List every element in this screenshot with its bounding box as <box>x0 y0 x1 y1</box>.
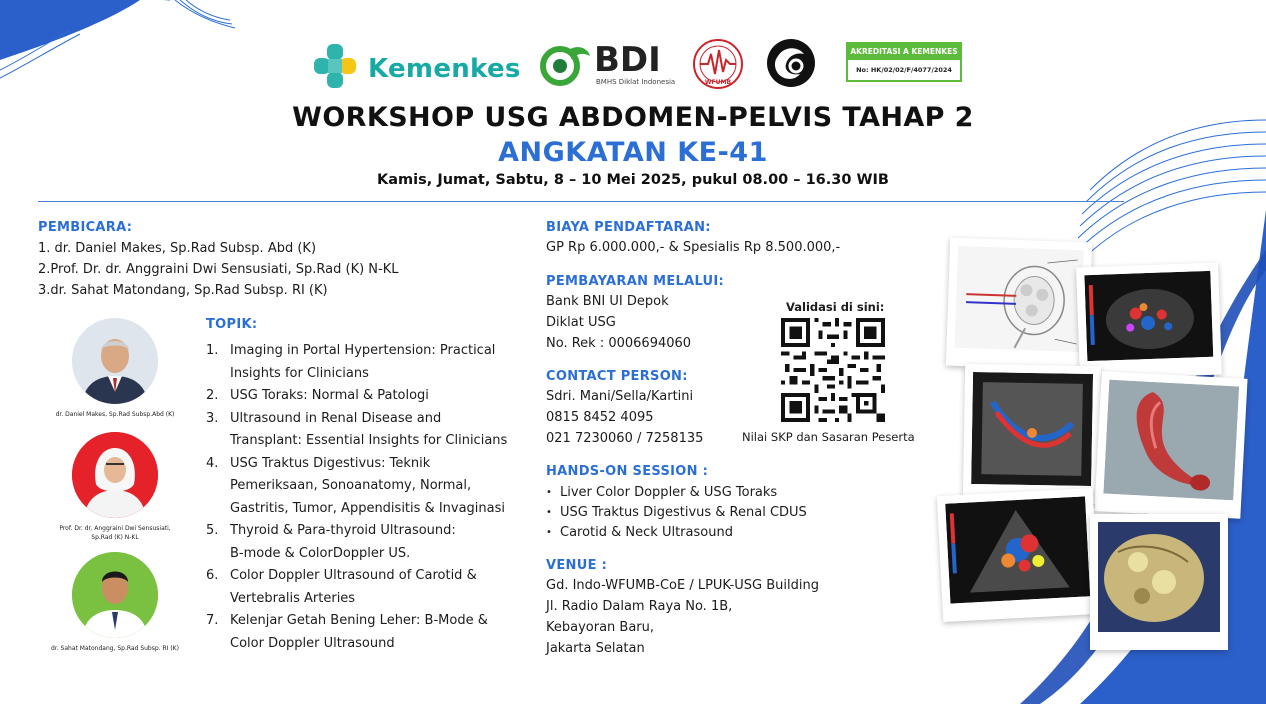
seal-logo <box>766 38 816 88</box>
contact-phone-2: 021 7230060 / 7258135 <box>546 431 704 446</box>
specimen-photo-icon <box>1098 522 1220 632</box>
wfumb-logo-text: WFUMB <box>704 79 732 86</box>
person-avatar-icon <box>72 318 158 404</box>
fee-section <box>546 220 840 258</box>
payment-heading: PEMBAYARAN MELALUI: <box>546 274 725 289</box>
topic-line: Kelenjar Getah Bening Leher: B-Mode & <box>230 613 488 628</box>
venue-line: Kebayoran Baru, <box>546 620 655 635</box>
kemenkes-logo-text: Kemenkes <box>368 54 521 84</box>
topic-line: USG Toraks: Normal & Patologi <box>230 388 429 403</box>
accreditation-title: AKREDITASI A KEMENKES <box>848 44 960 60</box>
hands-on-section <box>546 464 807 543</box>
topic-line: B-mode & ColorDoppler US. <box>230 545 411 561</box>
speaker-item-1: 1. dr. Daniel Makes, Sp.Rad Subsp. Abd (K) <box>38 241 317 256</box>
venue-line: Jl. Radio Dalam Raya No. 1B, <box>546 599 733 614</box>
seal-logo-icon <box>766 38 816 88</box>
qr-title: Validasi di sini: <box>786 300 885 314</box>
payment-bank: Bank BNI UI Depok <box>546 294 669 309</box>
header-divider <box>38 201 1124 202</box>
hands-on-heading: HANDS-ON SESSION : <box>546 464 709 479</box>
speaker-item-3: 3.dr. Sahat Matondang, Sp.Rad Subsp. RI (K) <box>38 283 328 298</box>
topic-number: 7. <box>206 613 219 628</box>
speaker-caption-2b: Sp.Rad (K) N-KL <box>91 534 139 541</box>
contact-section <box>546 369 703 449</box>
speakers-section <box>38 220 399 301</box>
topic-line: Gastritis, Tumor, Appendisitis & Invaginasi <box>230 500 505 516</box>
image-color-doppler-2 <box>963 364 1101 504</box>
topic-item <box>206 520 526 565</box>
topic-item <box>206 340 526 385</box>
event-date: Kamis, Jumat, Sabtu, 8 – 10 Mei 2025, pukul 08.00 – 16.30 WIB <box>377 172 889 188</box>
topic-number: 5. <box>206 523 219 538</box>
topic-item <box>206 408 526 453</box>
topic-line: USG Traktus Digestivus: Teknik <box>230 455 431 471</box>
bdi-logo-icon <box>538 42 590 86</box>
speaker-item-2: 2.Prof. Dr. dr. Anggraini Dwi Sensusiati, Sp.Rad (K) N-KL <box>38 262 399 277</box>
specimen-photo-icon <box>1103 380 1239 501</box>
topic-item <box>206 565 526 610</box>
image-kidney-diagram <box>946 238 1092 371</box>
topic-item <box>206 385 526 408</box>
payment-account-number: No. Rek : 0006694060 <box>546 336 692 351</box>
speaker-photo-1 <box>72 318 158 404</box>
venue-heading: VENUE : <box>546 558 608 573</box>
speaker-caption-3: dr. Sahat Matondang, Sp.Rad Subsp. RI (K) <box>51 645 179 652</box>
wave-top-left-decoration <box>0 0 240 90</box>
person-avatar-icon <box>72 552 158 638</box>
bdi-logo-text: BDI <box>594 40 661 80</box>
kemenkes-logo-icon <box>312 42 358 90</box>
accreditation-badge <box>846 42 962 82</box>
topic-number: 3. <box>206 410 219 426</box>
topic-line: Insights for Clinicians <box>230 365 369 381</box>
ultrasound-doppler-icon <box>945 496 1090 603</box>
hands-on-item: • Carotid & Neck Ultrasound <box>546 523 807 543</box>
topics-section <box>206 317 526 655</box>
venue-line: Gd. Indo-WFUMB-CoE / LPUK-USG Building <box>546 578 819 593</box>
bdi-logo-subtext: BMHS Diklat Indonesia <box>596 78 676 86</box>
topic-item <box>206 610 526 655</box>
kemenkes-logo <box>312 42 521 90</box>
image-intestine-specimen <box>1094 371 1247 518</box>
topic-number: 4. <box>206 455 219 471</box>
image-color-doppler-3 <box>937 488 1099 622</box>
accreditation-number: No: HK/02/02/F/4077/2024 <box>856 66 952 74</box>
image-color-doppler-1 <box>1076 263 1222 380</box>
topic-line: Transplant: Essential Insights for Clinicians <box>230 433 508 448</box>
speakers-heading: PEMBICARA: <box>38 220 133 235</box>
speaker-photo-2 <box>72 432 158 518</box>
person-avatar-icon <box>72 432 158 518</box>
topic-line: Color Doppler Ultrasound of Carotid & <box>230 568 477 583</box>
topic-line: Thyroid & Para-thyroid Ultrasound: <box>230 523 456 538</box>
speaker-caption-1: dr. Daniel Makes, Sp.Rad Subsp.Abd (K) <box>55 411 175 418</box>
ultrasound-doppler-icon <box>971 372 1093 486</box>
topic-line: Ultrasound in Renal Disease and <box>230 410 442 426</box>
kidney-diagram-icon <box>954 246 1083 352</box>
contact-heading: CONTACT PERSON: <box>546 369 688 384</box>
speaker-caption-2a: Prof. Dr. dr. Anggraini Dwi Sensusiati, <box>59 525 171 532</box>
contact-phone-1: 0815 8452 4095 <box>546 410 654 425</box>
hands-on-item: • USG Traktus Digestivus & Renal CDUS <box>546 503 807 523</box>
page-title: WORKSHOP USG ABDOMEN-PELVIS TAHAP 2 <box>292 102 974 133</box>
fee-text: GP Rp 6.000.000,- & Spesialis Rp 8.500.000,- <box>546 240 841 255</box>
logo-row <box>312 38 972 94</box>
image-liver-specimen <box>1090 514 1228 650</box>
topic-number: 6. <box>206 568 219 583</box>
topic-line: Imaging in Portal Hypertension: Practical <box>230 343 496 358</box>
topic-item <box>206 453 526 521</box>
topic-number: 1. <box>206 343 219 358</box>
qr-caption: Nilai SKP dan Sasaran Peserta <box>742 430 915 444</box>
contact-name: Sdri. Mani/Sella/Kartini <box>546 389 694 404</box>
page-subtitle: ANGKATAN KE-41 <box>498 137 768 168</box>
payment-name: Diklat USG <box>546 315 616 330</box>
payment-section <box>546 274 724 354</box>
ultrasound-doppler-icon <box>1084 271 1213 361</box>
venue-line: Jakarta Selatan <box>546 641 645 656</box>
topic-line: Color Doppler Ultrasound <box>230 635 395 651</box>
wfumb-logo <box>692 38 744 90</box>
wfumb-logo-icon <box>692 38 744 90</box>
qr-code-icon[interactable] <box>781 318 885 422</box>
venue-section <box>546 558 819 659</box>
bdi-logo <box>538 40 678 90</box>
topic-line: Pemeriksaan, Sonoanatomy, Normal, <box>230 478 472 493</box>
speaker-photo-3 <box>72 552 158 638</box>
topics-heading: TOPIK: <box>206 317 258 332</box>
fee-heading: BIAYA PENDAFTARAN: <box>546 220 711 235</box>
topic-number: 2. <box>206 388 219 403</box>
hands-on-item: • Liver Color Doppler & USG Toraks <box>546 483 807 503</box>
topic-line: Vertebralis Arteries <box>230 590 356 606</box>
